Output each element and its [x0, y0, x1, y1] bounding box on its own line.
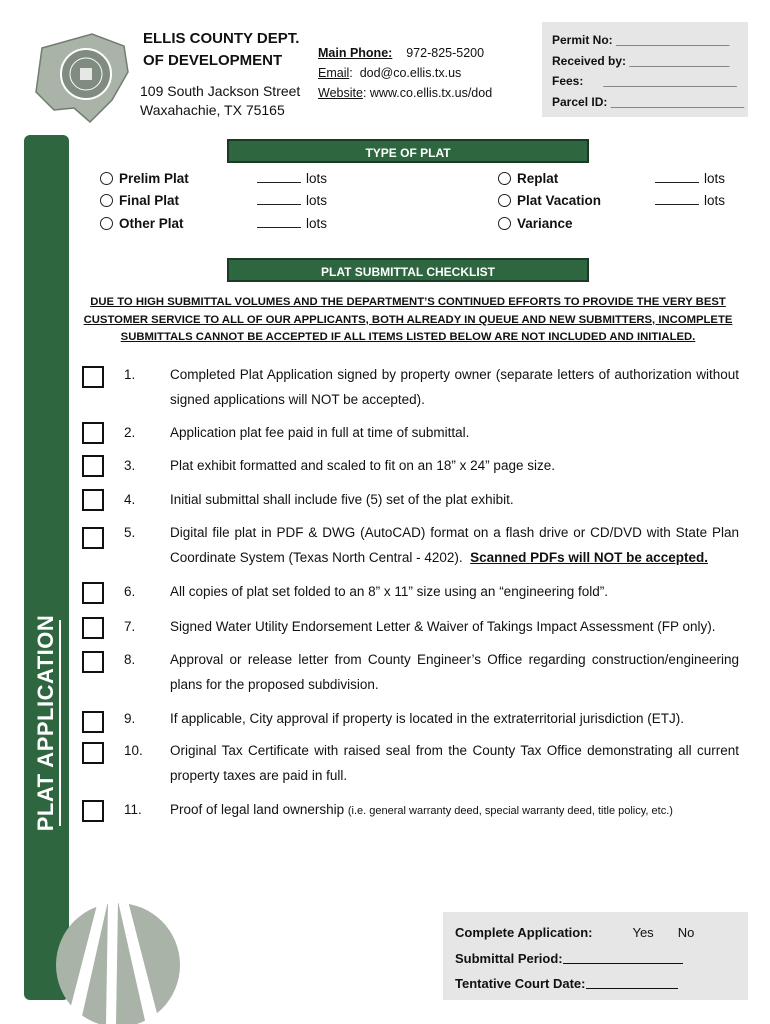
contact-info: Main Phone: 972-825-5200 Email: dod@co.ellis.tx.us Website: www.co.ellis.tx.us/dod — [318, 46, 493, 100]
address-city: Waxahachie, TX 75165 — [140, 102, 285, 118]
type-of-plat-banner: TYPE OF PLAT — [227, 139, 589, 163]
item-text: Proof of legal land ownership (i.e. general warranty deed, special warranty deed, title policy, etc.) — [170, 802, 673, 817]
radio-circle[interactable] — [498, 194, 511, 207]
item-text: Application plat fee paid in full at time of submittal. — [170, 425, 470, 440]
submittal-period-label: Submittal Period: — [455, 950, 563, 966]
item-text: Plat exhibit formatted and scaled to fit on an 18” x 24” page size. — [170, 458, 555, 473]
vacation-lots-field[interactable]: lots — [655, 193, 725, 208]
checkbox-item-2[interactable] — [82, 422, 104, 444]
court-date-field[interactable] — [586, 975, 678, 989]
option-replat[interactable]: Replat — [498, 171, 558, 186]
checkbox-item-3[interactable] — [82, 455, 104, 477]
item-text: All copies of plat set folded to an 8” x 11” size using an “engineering fold”. — [170, 584, 609, 599]
radio-circle[interactable] — [100, 217, 113, 230]
survey-tripod-icon — [48, 825, 188, 1024]
replat-lots-field[interactable]: lots — [655, 171, 725, 186]
option-plat-vacation[interactable]: Plat Vacation — [498, 193, 601, 208]
item-number: 5. — [124, 525, 136, 540]
checkbox-item-1[interactable] — [82, 366, 104, 388]
submittal-period-field[interactable] — [563, 950, 683, 964]
submittal-warning: DUE TO HIGH SUBMITTAL VOLUMES AND THE DEPARTMENT’S CONTINUED EFFORTS TO PROVIDE THE VERY BEST CUSTOMER SERVICE TO ALL OF OUR APPLICANTS, BOTH ALREADY IN QUEUE AND NEW SUBMITTERS, INCOMPLETE SUBMITTALS CANNOT BE ACCEPTED IF ALL ITEMS LISTED BELOW ARE NOT INCLUDED AND INITIALED. — [83, 296, 733, 343]
radio-circle[interactable] — [100, 194, 113, 207]
website-value[interactable]: www.co.ellis.tx.us/dod — [369, 86, 493, 100]
radio-circle[interactable] — [498, 172, 511, 185]
item-text: Approval or release letter from County Engineer’s Office regarding construction/engineering plans for the proposed subdivision. — [170, 652, 739, 692]
dept-name-line1: ELLIS COUNTY DEPT. — [143, 30, 300, 47]
checkbox-item-11[interactable] — [82, 800, 104, 822]
prelim-lots-field[interactable]: lots — [257, 171, 327, 186]
checkbox-item-7[interactable] — [82, 617, 104, 639]
sidebar-divider — [59, 620, 61, 826]
fees-field[interactable]: Fees: ____________________ — [552, 74, 737, 88]
item-number: 10. — [124, 743, 143, 758]
website-label: Website — [318, 86, 363, 100]
radio-circle[interactable] — [498, 217, 511, 230]
item-number: 7. — [124, 619, 136, 634]
phone-value: 972-825-5200 — [406, 46, 485, 60]
item-text: Initial submittal shall include five (5) set of the plat exhibit. — [170, 492, 514, 507]
no-option[interactable]: No — [677, 925, 695, 940]
item-number: 2. — [124, 425, 136, 440]
item-text: Digital file plat in PDF & DWG (AutoCAD) format on a flash drive or CD/DVD with State Plan Coordinate System (Texas North Central - 4202). Scanned PDFs will NOT be accepted. — [170, 525, 739, 565]
checkbox-item-4[interactable] — [82, 489, 104, 511]
option-other-plat[interactable]: Other Plat — [100, 216, 184, 231]
office-review-box — [443, 912, 748, 1000]
item-text: If applicable, City approval if property is located in the extraterritorial jurisdiction (ETJ). — [170, 711, 684, 726]
option-variance[interactable]: Variance — [498, 216, 573, 231]
item-text: Signed Water Utility Endorsement Letter & Waiver of Takings Impact Assessment (FP only). — [170, 619, 716, 634]
item-number: 3. — [124, 458, 136, 473]
item-number: 9. — [124, 711, 136, 726]
complete-application-label: Complete Application: — [455, 925, 593, 940]
dept-name-line2: OF DEVELOPMENT — [143, 52, 283, 69]
email-value[interactable]: dod@co.ellis.tx.us — [359, 66, 462, 80]
office-use-box — [542, 22, 748, 117]
checkbox-item-5[interactable] — [82, 527, 104, 549]
radio-circle[interactable] — [100, 172, 113, 185]
sidebar-title: PLAT APPLICATION — [33, 614, 58, 832]
final-lots-field[interactable]: lots — [257, 193, 327, 208]
item-number: 6. — [124, 584, 136, 599]
item-number: 11. — [124, 802, 142, 817]
address-street: 109 South Jackson Street — [140, 83, 301, 99]
item-number: 4. — [124, 492, 136, 507]
item-number: 8. — [124, 652, 136, 667]
checkbox-item-8[interactable] — [82, 651, 104, 673]
county-seal-logo — [30, 30, 130, 125]
checklist-banner: PLAT SUBMITTAL CHECKLIST — [227, 258, 589, 282]
checkbox-item-10[interactable] — [82, 742, 104, 764]
yes-option[interactable]: Yes — [632, 925, 654, 940]
checkbox-item-6[interactable] — [82, 582, 104, 604]
email-label: Email — [318, 66, 350, 80]
other-lots-field[interactable]: lots — [257, 216, 327, 231]
phone-label: Main Phone: — [318, 46, 393, 60]
parcel-id-field[interactable]: Parcel ID: ____________________ — [552, 94, 745, 109]
item-note: (i.e. general warranty deed, special warranty deed, title policy, etc.) — [347, 805, 673, 817]
received-by-field[interactable]: Received by: _______________ — [552, 53, 730, 68]
item-text: Completed Plat Application signed by property owner (separate letters of authorization without signed applications will NOT be accepted). — [170, 367, 739, 407]
option-prelim-plat[interactable]: Prelim Plat — [100, 171, 189, 186]
checkbox-item-9[interactable] — [82, 711, 104, 733]
court-date-label: Tentative Court Date: — [455, 976, 586, 991]
item-number: 1. — [124, 367, 136, 382]
option-final-plat[interactable]: Final Plat — [100, 193, 179, 208]
permit-no-field[interactable]: Permit No: _________________ — [552, 33, 730, 47]
item-text: Original Tax Certificate with raised seal from the County Tax Office demonstrating all current property taxes are paid in full. — [170, 743, 739, 783]
item-emphasis: Scanned PDFs will NOT be accepted. — [470, 549, 708, 565]
